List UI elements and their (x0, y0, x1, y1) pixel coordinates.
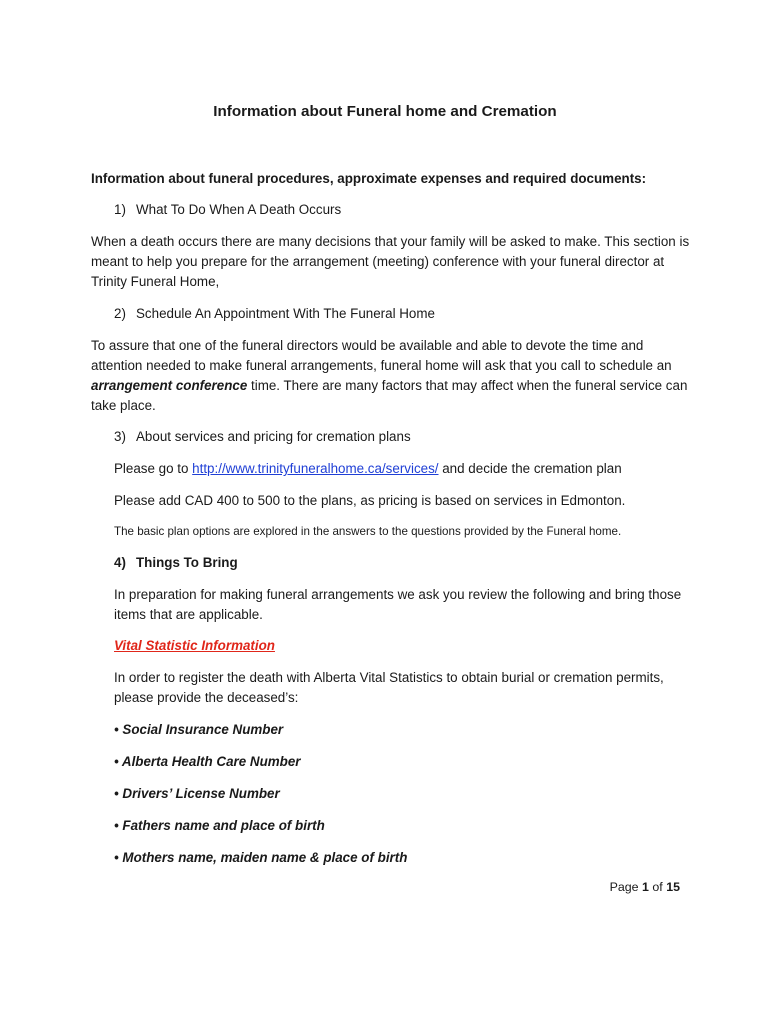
section-1-number: 1) (114, 202, 126, 217)
vital-statistic-title: Vital Statistic Information (114, 638, 275, 653)
arrangement-conference-emphasis: arrangement conference (91, 378, 248, 393)
paragraph-go-to-link (114, 459, 684, 479)
section-2-number: 2) (114, 306, 126, 321)
section-4-number: 4) (114, 555, 126, 570)
vital-statistic-heading (114, 636, 684, 656)
go-to-text: Please go to (114, 461, 193, 476)
page-footer (540, 878, 680, 896)
section-3-number: 3) (114, 429, 126, 444)
bullet-mothers-name: • Mothers name, maiden name & place of birth (114, 850, 408, 865)
page-total: 15 (666, 880, 680, 894)
bullet-social-insurance: • Social Insurance Number (114, 722, 284, 737)
decide-plan-text: and decide the cremation plan (438, 461, 622, 476)
section-4-heading (114, 553, 684, 573)
paragraph-pricing: Please add CAD 400 to 500 to the plans, as pricing is based on services in Edmonton. (114, 493, 626, 508)
paragraph-death-occurs: When a death occurs there are many decisions that your family will be asked to make. This section is meant to help you prepare for the arrangement (meeting) conference with your funeral director at Trinity Funeral Home, (91, 234, 690, 289)
page-number: 1 (642, 880, 649, 894)
section-2-title: Schedule An Appointment With The Funeral Home (136, 306, 435, 321)
paragraph-register-death: In order to register the death with Alberta Vital Statistics to obtain burial or cremation permits, please provide the deceased’s: (114, 670, 664, 705)
section-3-heading (114, 427, 684, 447)
paragraph-preparation: In preparation for making funeral arrangements we ask you review the following and bring those items that are applicable. (114, 587, 682, 622)
section-2-heading (114, 304, 684, 324)
bullet-drivers-license: • Drivers’ License Number (114, 786, 280, 801)
bullet-health-care: • Alberta Health Care Number (114, 754, 301, 769)
of-word: of (652, 880, 663, 894)
subheading: Information about funeral procedures, approximate expenses and required documents: (91, 171, 647, 186)
bullet-fathers-name: • Fathers name and place of birth (114, 818, 325, 833)
section-1-heading (114, 200, 684, 220)
paragraph-plan-options: The basic plan options are explored in the answers to the questions provided by the Funeral home. (114, 525, 622, 538)
section-3-title: About services and pricing for cremation plans (136, 429, 411, 444)
appointment-text-a: To assure that one of the funeral directors would be available and able to devote the time and attention needed to make funeral arrangements, funeral home will ask that you call to schedule an (91, 338, 672, 373)
paragraph-appointment (91, 336, 691, 416)
document-title: Information about Funeral home and Cremation (213, 103, 557, 120)
section-4-title: Things To Bring (136, 555, 238, 570)
services-link[interactable]: http://www.trinityfuneralhome.ca/services/ (192, 461, 439, 476)
page-word: Page (609, 880, 639, 894)
section-1-title: What To Do When A Death Occurs (136, 202, 342, 217)
appointment-text-b: time. There are many factors that may affect when the funeral service can take place. (91, 378, 688, 413)
